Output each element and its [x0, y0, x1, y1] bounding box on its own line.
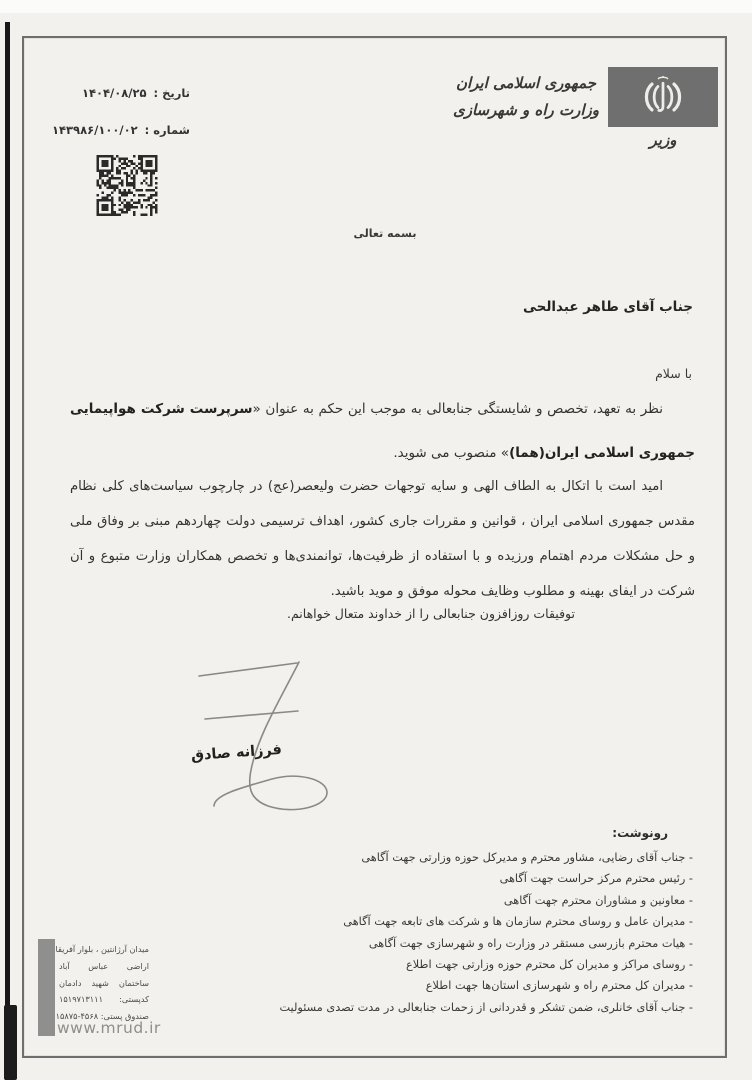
pobox-value: ۱۵۸۷۵-۴۵۶۸: [55, 1011, 99, 1022]
number-label: شماره :: [144, 123, 190, 137]
iran-emblem-icon: [640, 74, 686, 120]
qr-code: [95, 155, 159, 216]
pobox-label: صندوق پستی:: [100, 1011, 149, 1022]
ministry-name: وزارت راه و شهرسازی: [452, 101, 600, 119]
address-line: اراضی عباس آباد: [59, 960, 149, 971]
country-name: جمهوری اسلامی ایران: [455, 74, 597, 92]
p1-text-start: نظر به تعهد، تخصص و شایستگی جنابعالی به موجب این حکم به عنوان «: [252, 401, 663, 417]
signer-name: فرزانه صادق: [190, 741, 283, 765]
p1-text-end: » منصوب می شوید.: [393, 445, 510, 461]
cc-item: - مدیران کل محترم راه و شهرسازی استان‌ها جهت اطلاع: [425, 979, 693, 993]
bismillah-heading: بسمه تعالی: [353, 227, 417, 240]
date-value: ۱۴۰۴/۰۸/۲۵: [81, 86, 147, 100]
cc-item: - مدیران عامل و روسای محترم سازمان ها و شرکت های تابعه جهت آگاهی: [343, 915, 693, 929]
emblem-box: [608, 67, 718, 127]
scan-left-edge-artifact: [5, 22, 10, 1080]
cc-item: - معاونین و مشاوران محترم جهت آگاهی: [503, 893, 693, 907]
cc-list: [80, 847, 693, 1018]
minister-title: وزیر: [649, 131, 677, 149]
date-label: تاریخ :: [153, 86, 190, 100]
cc-item: - رئیس محترم مرکز حراست جهت آگاهی: [499, 872, 693, 886]
ministry-letterhead: [450, 70, 602, 124]
address-line: میدان آرژانتین ، بلوار آفریقا: [55, 944, 149, 954]
scan-top-edge: [0, 0, 752, 13]
body-paragraph-appointment: [70, 387, 695, 475]
cc-item: - هیات محترم بازرسی مستقر در وزارت راه و شهرسازی جهت آگاهی: [368, 936, 693, 950]
address-line: ساختمان شهید دادمان: [59, 977, 149, 988]
cc-item: - جناب آقای خانلری، ضمن تشکر و قدردانی از زحمات جنابعالی در مدت تصدی مسئولیت: [279, 1000, 693, 1014]
letter-number: [52, 123, 190, 137]
body-paragraph-wishes: امید است با اتکال به الطاف الهی و سایه توجهات حضرت ولیعصر(عج) در چارچوب سیاست‌های کلی نظام مقدس جمهوری اسلامی ایران ، قوانین و مقررات جاری کشور، اهداف ترسیمی دولت چهاردهم مبنی بر وفاق ملی و حل مشکلات مردم اهتمام ورزیده و با استفاده از ظرفیت‌ها، توانمندی‌ها و تخصص همکاران وزارت متبوع و آن شرکت در ایفای بهینه و مطلوب وظایف محوله موفق و موید باشید.: [70, 479, 695, 599]
cc-item: - جناب آقای رضایی، مشاور محترم و مدیرکل حوزه وزارتی جهت آگاهی: [361, 851, 693, 864]
signature-handwriting: [150, 645, 350, 840]
cc-section-title: رونوشت:: [612, 826, 668, 840]
postal-code-line: کدپستی: ۱۵۱۹۷۱۳۱۱۱: [59, 994, 149, 1005]
p1-position-title: سرپرست شرکت هواپیمایی جمهوری اسلامی ایران(هما): [70, 401, 695, 461]
addressee-line: جناب آقای طاهر عبدالحی: [522, 299, 693, 315]
footer-accent-bar: [38, 939, 55, 1036]
salutation-line: با سلام: [655, 366, 692, 381]
number-value: ۱۴۳۹۸۶/۱۰۰/۰۲: [52, 123, 138, 137]
closing-line: توفیقات روزافزون جنابعالی را از خداوند متعال خواهانم.: [287, 606, 575, 621]
cc-item: - روسای مراکز و مدیران کل محترم حوزه وزارتی جهت اطلاع: [406, 958, 693, 972]
footer-address-block: [55, 941, 149, 1025]
scan-corner-artifact: [4, 1005, 17, 1080]
website-url: www.mrud.ir: [57, 1019, 161, 1037]
letter-date: [58, 86, 190, 100]
